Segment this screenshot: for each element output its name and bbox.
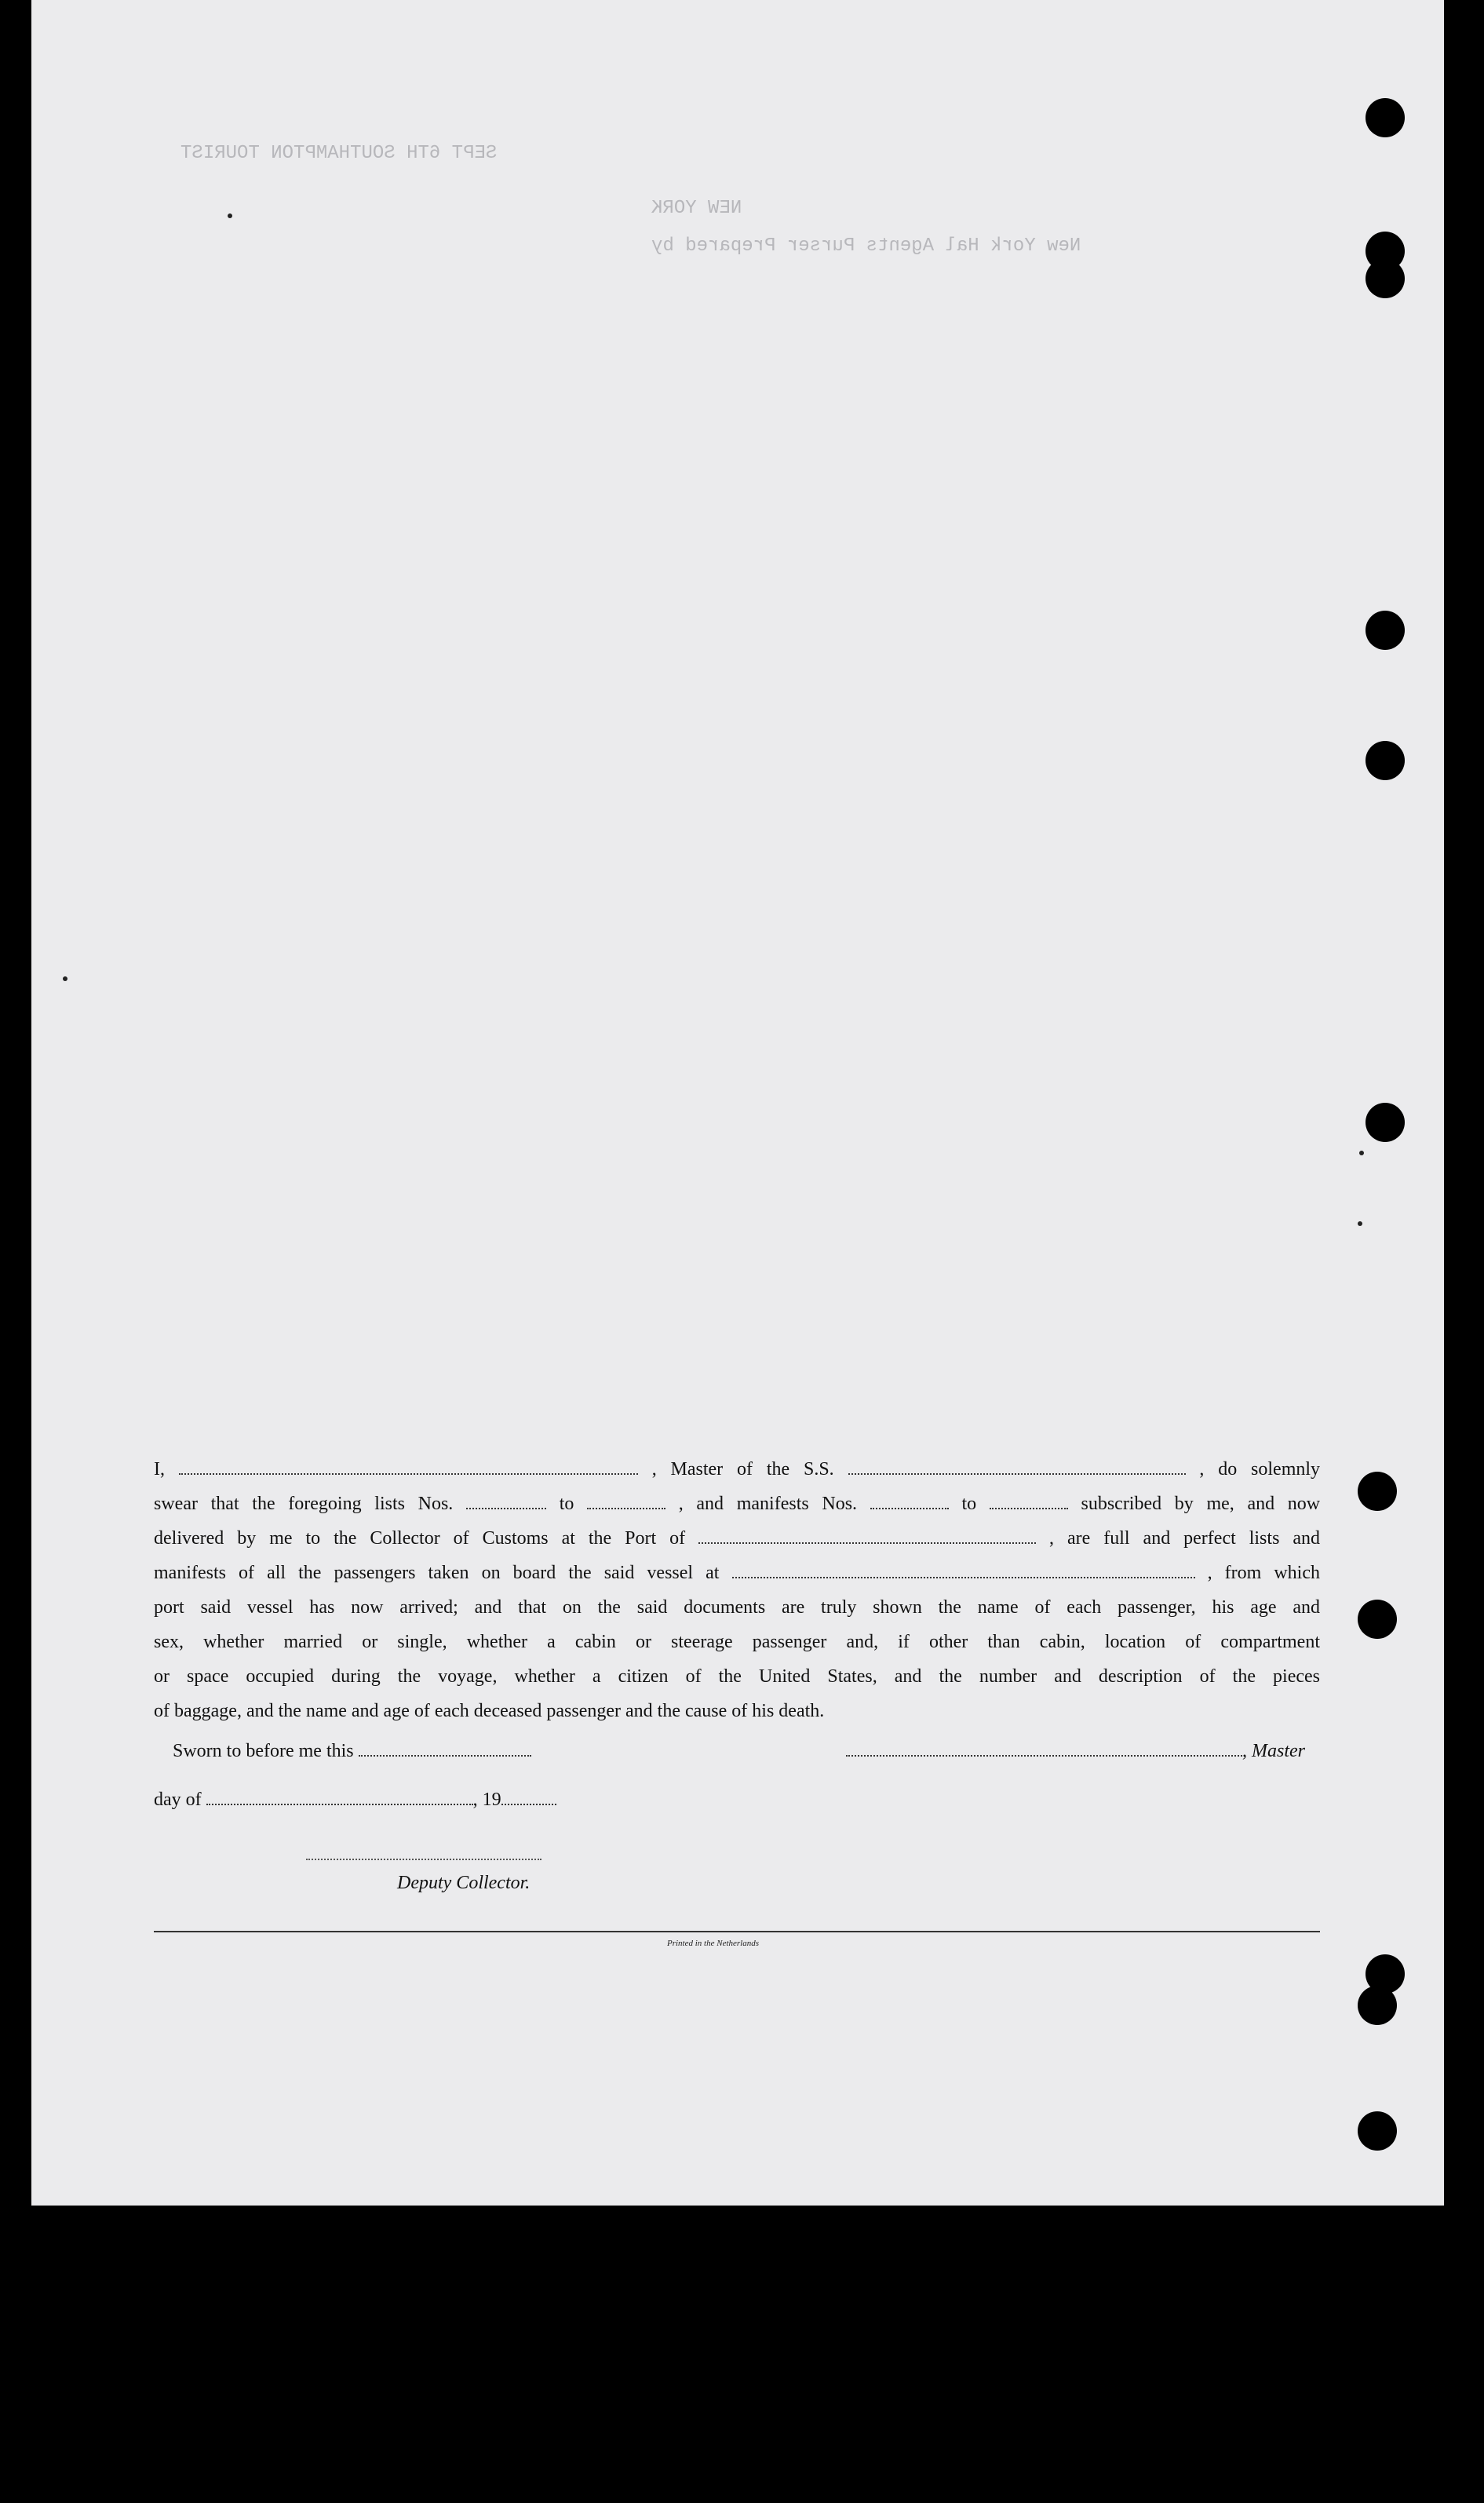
oath-manifests-all: manifests of all the passengers taken on board the said vessel at xyxy=(154,1563,720,1583)
oath-line: of baggage, and the name and age of each deceased passenger and the cause of his death. xyxy=(154,1701,825,1721)
oath-master-of-ss: , Master of the S.S. xyxy=(651,1459,834,1480)
punch-hole xyxy=(1365,98,1405,137)
port-field[interactable] xyxy=(698,1527,1036,1544)
day-of-label: day of xyxy=(154,1790,202,1810)
boarding-port-field[interactable] xyxy=(732,1561,1195,1578)
deputy-signature-field[interactable] xyxy=(306,1859,541,1860)
manifest-from-field[interactable] xyxy=(870,1492,949,1509)
bleed-through-text: New York Hal Agents Purser Prepared by xyxy=(651,235,1081,257)
day-of-month-field[interactable] xyxy=(206,1788,473,1805)
speck xyxy=(1358,1221,1362,1226)
punch-hole xyxy=(1365,741,1405,780)
master-label: , Master xyxy=(1242,1741,1305,1761)
speck xyxy=(63,976,67,981)
printer-imprint: Printed in the Netherlands xyxy=(667,1939,760,1948)
oath-to: to xyxy=(961,1494,977,1514)
oath-subscribed: subscribed by me, and now xyxy=(1081,1494,1321,1514)
sworn-line xyxy=(173,1739,531,1762)
list-from-field[interactable] xyxy=(466,1492,546,1509)
oath-do-solemnly: , do solemnly xyxy=(1199,1459,1321,1480)
punch-hole xyxy=(1358,1986,1397,2025)
punch-hole xyxy=(1365,1103,1405,1142)
oath-to: to xyxy=(559,1494,574,1514)
oath-full-perfect: , are full and perfect lists and xyxy=(1049,1528,1321,1549)
manifest-to-field[interactable] xyxy=(990,1492,1068,1509)
punch-hole xyxy=(1365,611,1405,650)
oath-line: sex, whether married or single, whether a cabin or steerage passenger and, if other than cabin, location of compartment xyxy=(154,1632,1320,1652)
oath-swear: swear that the foregoing lists Nos. xyxy=(154,1494,454,1514)
bleed-through-text: NEW YORK xyxy=(651,198,742,219)
day-of-line xyxy=(154,1788,556,1811)
punch-hole xyxy=(1358,2111,1397,2151)
sworn-label: Sworn to before me this xyxy=(173,1741,354,1761)
year-field[interactable] xyxy=(501,1788,556,1805)
document-sheet xyxy=(31,0,1444,2206)
sworn-date-field[interactable] xyxy=(359,1739,531,1757)
punch-hole xyxy=(1358,1472,1397,1511)
deputy-collector-label: Deputy Collector. xyxy=(397,1873,531,1893)
speck xyxy=(228,213,232,218)
master-name-field[interactable] xyxy=(179,1458,638,1475)
oath-delivered: delivered by me to the Collector of Customs at the Port of xyxy=(154,1528,686,1549)
oath-line: or space occupied during the voyage, whether a citizen of the United States, and the number and description of the pieces xyxy=(154,1666,1320,1687)
speck xyxy=(1359,1151,1364,1155)
oath-from-which: , from which xyxy=(1207,1563,1320,1583)
ship-name-field[interactable] xyxy=(848,1458,1186,1475)
punch-hole xyxy=(1365,259,1405,298)
oath-paragraph xyxy=(154,1452,1320,1728)
bleed-through-text: SEPT 6TH SOUTHAMPTON TOURIST xyxy=(180,143,498,164)
year-prefix: , 19 xyxy=(472,1790,501,1810)
divider-rule xyxy=(154,1931,1320,1932)
oath-line: port said vessel has now arrived; and that on the said documents are truly shown the name of each passenger, his age and xyxy=(154,1597,1320,1618)
master-signature-line xyxy=(846,1739,1305,1762)
list-to-field[interactable] xyxy=(587,1492,665,1509)
oath-i: I, xyxy=(154,1459,165,1480)
punch-hole xyxy=(1358,1600,1397,1639)
oath-and-manifests: , and manifests Nos. xyxy=(678,1494,858,1514)
master-signature-field[interactable] xyxy=(846,1739,1242,1757)
